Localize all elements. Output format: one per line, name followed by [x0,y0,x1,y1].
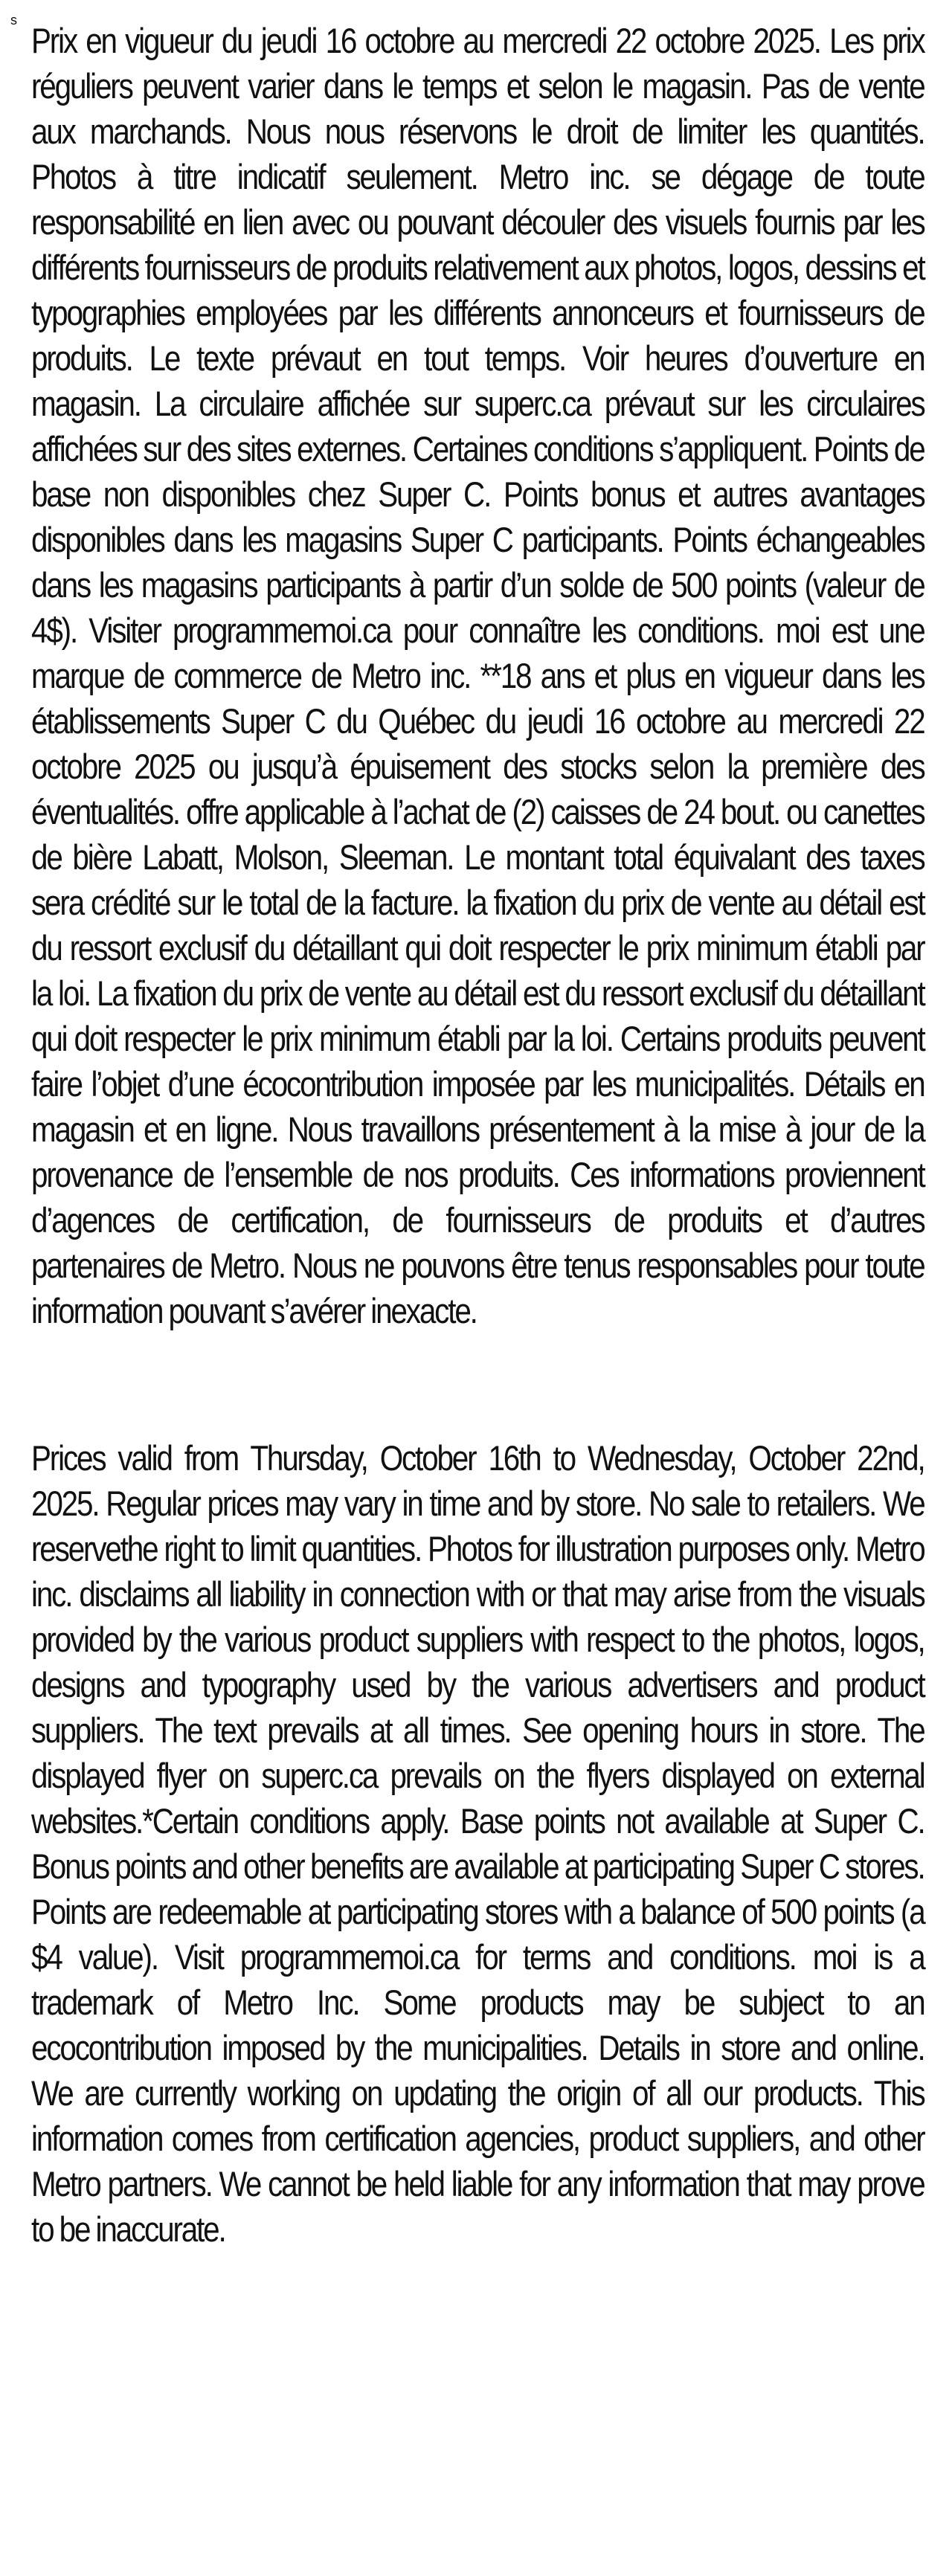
english-disclaimer-paragraph: Prices valid from Thursday, October 16th to Wednesday, October 22nd, 2025. Regular prices may vary in time and by store. No sale to retailers. We reservethe right to limit quantities. Photos for illustration purposes only. Metro inc. disclaims all liability in connection with or that may arise from the visuals provided by the various product suppliers with respect to the photos, logos, designs and typography used by the various advertisers and product suppliers. The text prevails at all times. See opening hours in store. The displayed flyer on superc.ca prevails on the flyers displayed on external websites.*Certain conditions apply. Base points not available at Super C. Bonus points and other benefits are available at participating Super C stores. Points are redeemable at participating stores with a balance of 500 points (a $4 value). Visit programmemoi.ca for terms and conditions. moi is a trademark of Metro Inc. Some products may be subject to an ecocontribution imposed by the municipalities. Details in store and online. We are currently working on updating the origin of all our products. This information comes from certification agencies, product suppliers, and other Metro partners. We cannot be held liable for any information that may prove to be inaccurate. [31,1438,924,2249]
corner-marker: s [10,13,17,28]
french-disclaimer-paragraph: Prix en vigueur du jeudi 16 octobre au mercredi 22 octobre 2025. Les prix réguliers peuvent varier dans le temps et selon le magasin. Pas de vente aux marchands. Nous nous réservons le droit de limiter les quantités. Photos à titre indicatif seulement. Metro inc. se dégage de toute responsabilité en lien avec ou pouvant découler des visuels fournis par les différents fournisseurs de produits relativement aux photos, logos, dessins et typographies employées par les différents annonceurs et fournisseurs de produits. Le texte prévaut en tout temps. Voir heures d’ouverture en magasin. La circulaire affichée sur superc.ca prévaut sur les circulaires affichées sur des sites externes. Certaines conditions s’appliquent. Points de base non disponibles chez Super C. Points bonus et autres avantages disponibles dans les magasins Super C participants. Points échangeables dans les magasins participants à partir d’un solde de 500 points (valeur de 4$). Visiter programmemoi.ca pour connaître les conditions. moi est une marque de commerce de Metro inc. **18 ans et plus en vigueur dans les établissements Super C du Québec du jeudi 16 octobre au mercredi 22 octobre 2025 ou jusqu’à épuisement des stocks selon la première des éventualités. offre applicable à l’achat de (2) caisses de 24 bout. ou canettes de bière Labatt, Molson, Sleeman. Le montant total équivalant des taxes sera crédité sur le total de la facture. la fixation du prix de vente au détail est du ressort exclusif du détaillant qui doit respecter le prix minimum établi par la loi. La fixation du prix de vente au détail est du ressort exclusif du détaillant qui doit respecter le prix minimum établi par la loi. Certains produits peuvent faire l’objet d’une écocontribution imposée par les municipalités. Détails en magasin et en ligne. Nous travaillons présentement à la mise à jour de la provenance de l’ensemble de nos produits. Ces informations proviennent d’agences de certification, de fournisseurs de produits et d’autres partenaires de Metro. Nous ne pouvons être tenus responsables pour toute information pouvant s’avérer inexacte. [31,21,924,1330]
